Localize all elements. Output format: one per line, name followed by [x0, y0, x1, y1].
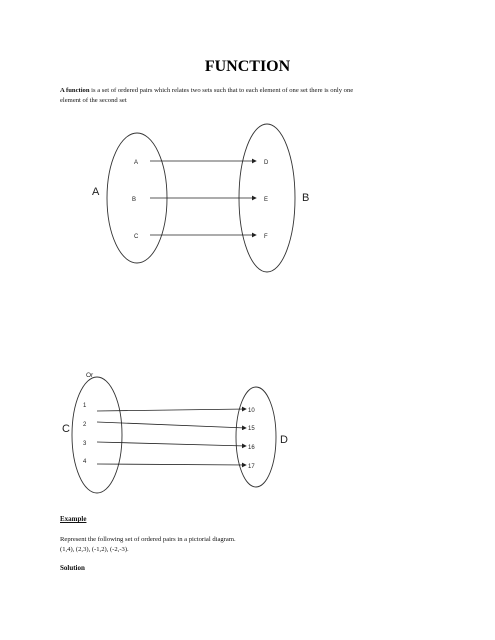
definition-paragraph: [60, 86, 440, 105]
domain-element-2: B: [132, 197, 137, 203]
example-line1: Represent the following set of ordered pairs in a pictorial diagram.: [60, 536, 236, 543]
set-d-ellipse: [236, 387, 276, 487]
domain-element-2: 2: [83, 422, 87, 428]
mapping-diagram-a-b: [0, 115, 495, 305]
domain-element-1: A: [134, 160, 139, 166]
page-title: FUNCTION: [204, 58, 291, 75]
domain-element-3: 3: [83, 441, 87, 447]
codomain-element-1: D: [264, 160, 269, 166]
set-a-label: A: [92, 186, 100, 198]
codomain-element-1: 10: [248, 408, 255, 414]
codomain-element-3: F: [264, 234, 268, 240]
set-d-label: D: [280, 434, 288, 446]
codomain-element-4: 17: [248, 464, 255, 470]
mapping-arrow-3: [97, 442, 246, 446]
or-label: Or: [86, 372, 94, 379]
mapping-arrow-4: [97, 464, 246, 465]
example-text: [60, 535, 440, 554]
example-line2: (1,4), (2,3), (-1,2), (-2,-3).: [60, 545, 129, 553]
domain-element-3: C: [134, 234, 139, 240]
set-c-ellipse: [72, 377, 122, 493]
codomain-element-3: 16: [248, 445, 255, 451]
domain-element-1: 1: [83, 403, 87, 409]
definition-text-line1: is a set of ordered pairs which relates two sets such that to each element of one set there is only one: [89, 87, 354, 94]
example-heading: Example: [60, 515, 87, 523]
mapping-diagram-c-d: [0, 365, 495, 505]
solution-heading: Solution: [60, 564, 85, 572]
set-b-label: B: [302, 192, 310, 204]
definition-term: A function: [60, 87, 90, 94]
domain-element-4: 4: [83, 459, 87, 465]
mapping-arrow-2: [97, 422, 246, 428]
codomain-element-2: E: [264, 197, 269, 203]
definition-text-line2: element of the second set: [60, 96, 127, 104]
codomain-element-2: 15: [248, 426, 255, 432]
set-c-label: C: [62, 423, 70, 435]
